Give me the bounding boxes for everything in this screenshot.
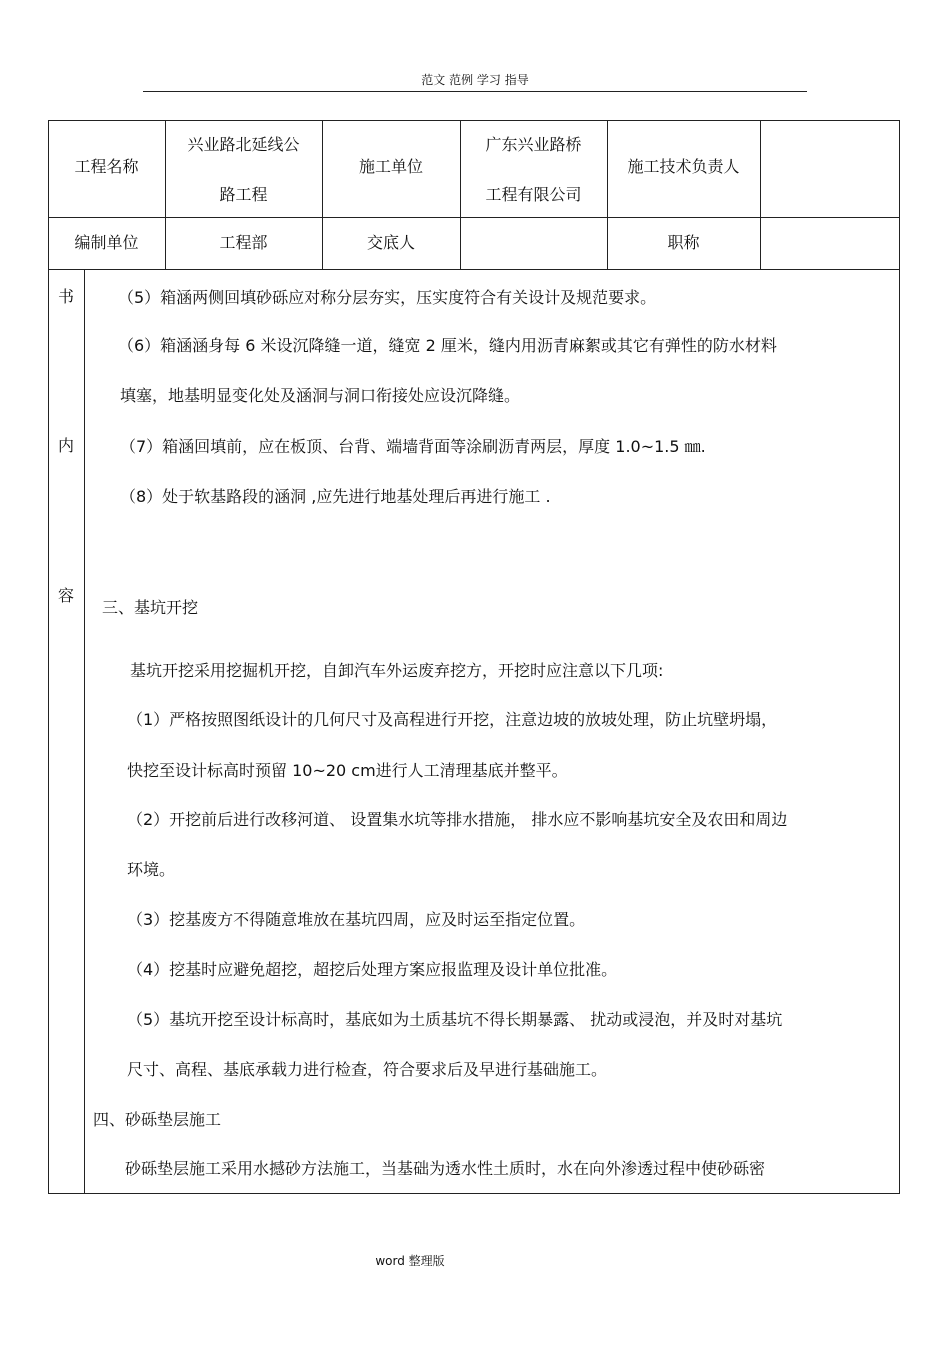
paragraph-6-line2: 填塞，地基明显变化处及涵洞与洞口衔接处应设沉降缝。	[120, 386, 521, 405]
side-label-rong: 容	[57, 586, 74, 605]
label-title: 职称	[667, 233, 700, 252]
value-project-name-line1: 兴业路北延线公	[187, 135, 300, 154]
col-divider-5	[760, 120, 761, 270]
paragraph-5: （5）箱涵两侧回填砂砾应对称分层夯实，压实度符合有关设计及规范要求。	[118, 288, 657, 307]
section-3-item1-line2: 快挖至设计标高时预留 10~20 cm进行人工清理基底并整平。	[127, 761, 568, 780]
value-project-name	[165, 120, 322, 220]
side-label-shu: 书	[57, 287, 74, 306]
paragraph-6-line1: （6）箱涵涵身每 6 米设沉降缝一道，缝宽 2 厘米，缝内用沥青麻絮或其它有弹性的防水材料	[118, 336, 777, 355]
side-divider	[84, 269, 85, 1194]
form-table	[48, 120, 900, 1194]
value-construction-unit	[460, 120, 607, 220]
section-3-item2-line1: （2）开挖前后进行改移河道、 设置集水坑等排水措施， 排水应不影响基坑安全及农田和周边	[127, 810, 788, 829]
section-3-heading: 三、基坑开挖	[102, 598, 199, 617]
paragraph-7: （7）箱涵回填前，应在板顶、台背、端墙背面等涂刷沥青两层，厚度 1.0~1.5 ㎜.	[120, 437, 706, 456]
value-compiling-unit: 工程部	[219, 233, 268, 252]
label-construction-unit: 施工单位	[358, 157, 423, 176]
section-3-item2-line2: 环境。	[127, 860, 176, 879]
section-3-item5-line1: （5）基坑开挖至设计标高时，基底如为土质基坑不得长期暴露、 扰动或浸泡，并及时对基坑	[127, 1010, 783, 1029]
page-header: 范文 范例 学习 指导	[421, 73, 529, 87]
header-rule	[143, 91, 807, 92]
page-footer: word 整理版	[375, 1254, 445, 1268]
label-tech-lead: 施工技术负责人	[627, 157, 740, 176]
section-4-intro: 砂砾垫层施工采用水撼砂方法施工，当基础为透水性土质时，水在向外渗透过程中使砂砾密	[125, 1159, 766, 1178]
paragraph-8: （8）处于软基路段的涵洞 ,应先进行地基处理后再进行施工 .	[120, 487, 551, 506]
section-4-heading: 四、砂砾垫层施工	[93, 1110, 222, 1129]
section-3-item4: （4）挖基时应避免超挖，超挖后处理方案应报监理及设计单位批准。	[127, 960, 618, 979]
section-3-item1-line1: （1）严格按照图纸设计的几何尺寸及高程进行开挖，注意边坡的放坡处理，防止坑壁坍塌，	[127, 710, 778, 729]
value-construction-unit-line2: 工程有限公司	[485, 185, 582, 204]
section-3-item5-line2: 尺寸、高程、基底承载力进行检查，符合要求后及早进行基础施工。	[127, 1060, 608, 1079]
side-label-nei: 内	[57, 436, 74, 455]
label-briefer: 交底人	[366, 233, 415, 252]
section-3-item3: （3）挖基废方不得随意堆放在基坑四周，应及时运至指定位置。	[127, 910, 586, 929]
label-compiling-unit: 编制单位	[74, 233, 139, 252]
section-3-intro: 基坑开挖采用挖掘机开挖，自卸汽车外运废弃挖方，开挖时应注意以下几项:	[130, 661, 664, 680]
value-construction-unit-line1: 广东兴业路桥	[485, 135, 582, 154]
label-project-name: 工程名称	[74, 157, 139, 176]
value-project-name-line2: 路工程	[219, 185, 268, 204]
row2-bottom-rule	[48, 269, 900, 270]
